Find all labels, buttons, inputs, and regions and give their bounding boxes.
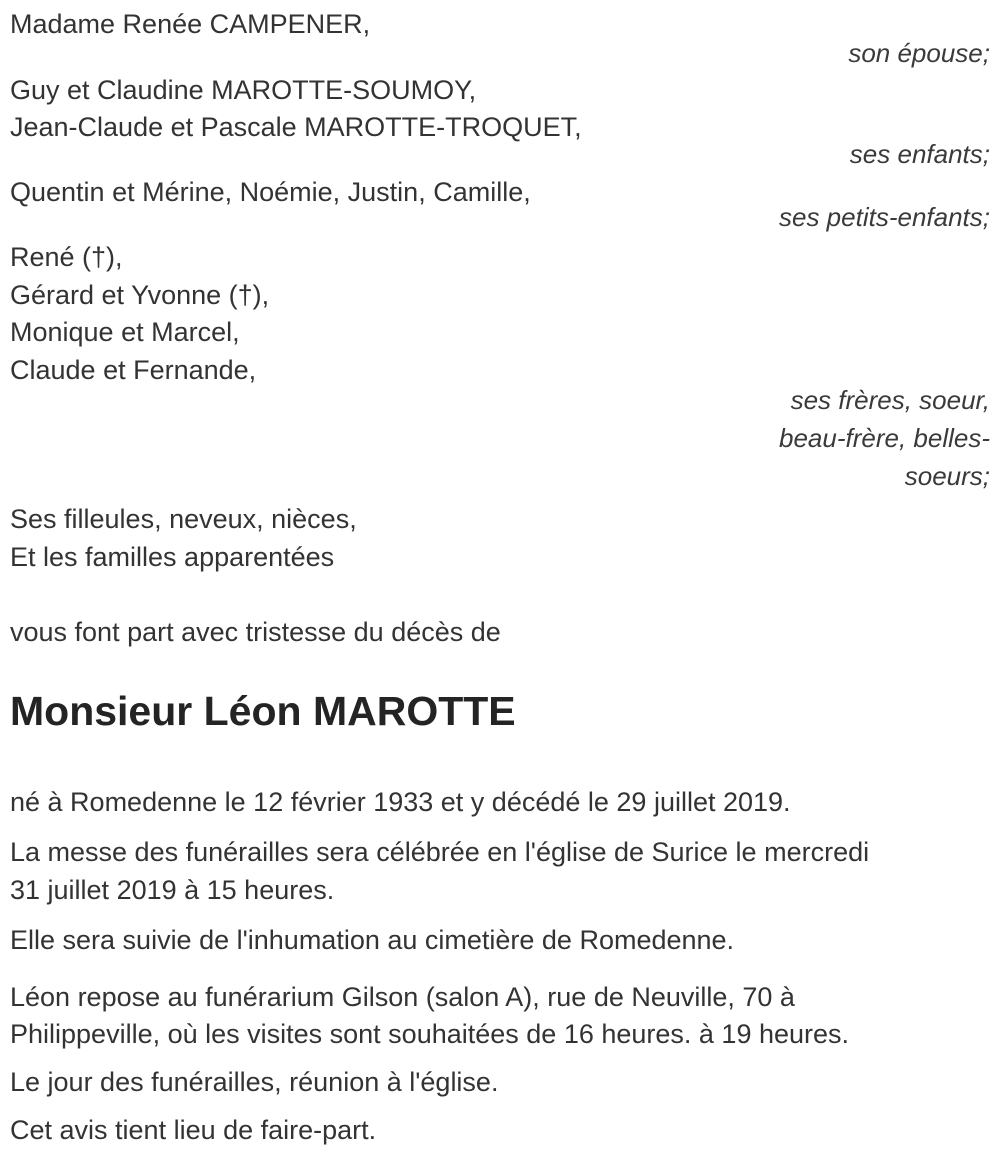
- family-name-line: René (†),: [10, 242, 123, 272]
- relation-label: ses enfants;: [849, 139, 990, 169]
- family-name-line: Jean-Claude et Pascale MAROTTE-TROQUET,: [10, 112, 582, 142]
- detail-line-faire-part: Cet avis tient lieu de faire-part.: [10, 1115, 377, 1145]
- family-name-line: Madame Renée CAMPENER,: [10, 9, 371, 39]
- relation-label: soeurs;: [904, 461, 990, 491]
- family-name-line: Guy et Claudine MAROTTE-SOUMOY,: [10, 75, 477, 105]
- announcement-intro: vous font part avec tristesse du décès de: [10, 617, 501, 647]
- relation-label: ses petits-enfants;: [779, 202, 990, 232]
- detail-line-reunion: Le jour des funérailles, réunion à l'église.: [10, 1067, 499, 1097]
- family-name-line: Gérard et Yvonne (†),: [10, 280, 270, 310]
- relation-label: beau-frère, belles-: [779, 423, 990, 453]
- detail-line-burial: Elle sera suivie de l'inhumation au cimetière de Romedenne.: [10, 925, 735, 955]
- detail-line-mass: 31 juillet 2019 à 15 heures.: [10, 875, 335, 905]
- detail-line-funerarium: Philippeville, où les visites sont souhaitées de 16 heures. à 19 heures.: [10, 1019, 850, 1049]
- detail-line-mass: La messe des funérailles sera célébrée en l'église de Surice le mercredi: [10, 837, 870, 867]
- detail-line-birth-death: né à Romedenne le 12 février 1933 et y décédé le 29 juillet 2019.: [10, 787, 791, 817]
- family-name-line: Ses filleules, neveux, nièces,: [10, 504, 357, 534]
- relation-label: son épouse;: [848, 38, 990, 68]
- relation-label: ses frères, soeur,: [790, 385, 990, 415]
- deceased-name: Monsieur Léon MAROTTE: [10, 688, 516, 734]
- family-name-line: Quentin et Mérine, Noémie, Justin, Camille,: [10, 177, 531, 207]
- family-name-line: Monique et Marcel,: [10, 317, 240, 347]
- family-name-line: Et les familles apparentées: [10, 542, 335, 572]
- detail-line-funerarium: Léon repose au funérarium Gilson (salon A), rue de Neuville, 70 à: [10, 982, 795, 1012]
- family-name-line: Claude et Fernande,: [10, 355, 257, 385]
